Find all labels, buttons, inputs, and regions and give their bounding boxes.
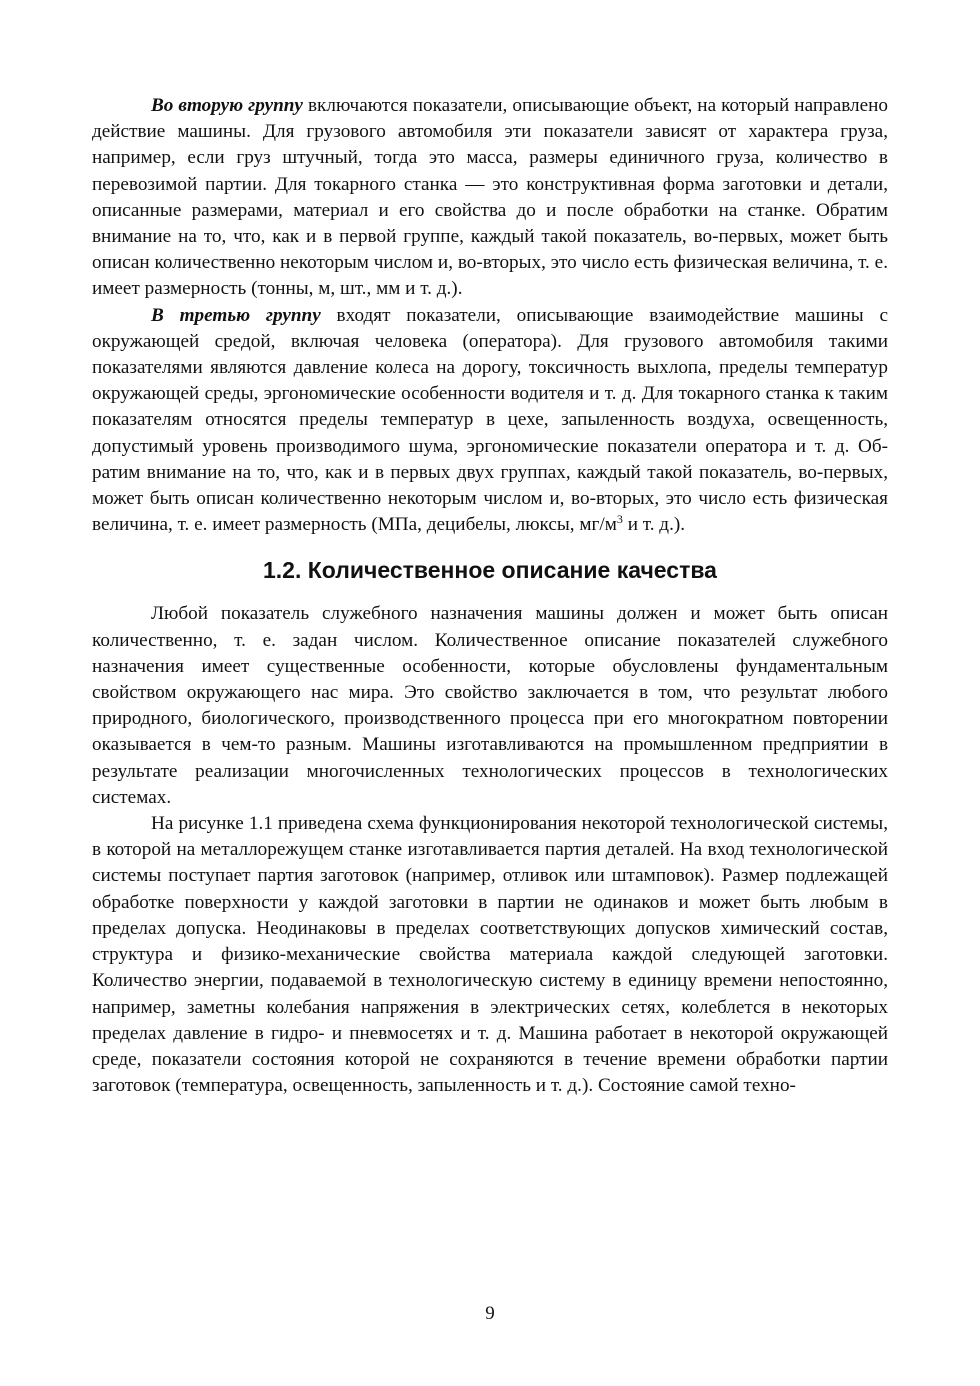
superscript: 3 xyxy=(616,512,623,527)
paragraph-figure-reference: На рисунке 1.1 приведена схема функционирования некоторой технологической системы, в которой на металлорежущем станке изготавливается партия деталей. На вход технологической системы поступает партия заготовок (например, отливок или штамповок). Размер подлежащей обработке поверхности у каждой заготовки в партии не одинаков и может быть любым в пределах допуска. Неодинаковы в пределах соответствующих допусков химический состав, структура и физико-механические свойства материала каждой следующей заготовки. Количество энергии, подаваемой в технологическую систему в единицу времени непостоянно, например, заметны колебания напряжения в электрических сетях, колеблется в некоторых пределах давление в гидро- и пневмосетях и т. д. Машина работает в некоторой окружающей среде, показатели состояния которой не сохраняются в течение времени обработки партии заготовок (температура, освещенность, запыленность и т. д.). Состояние самой техно- xyxy=(92,813,888,1097)
paragraph-quantitative-description: Любой показатель служебного назначения машины должен и может быть описан количественно, т. е. задан числом. Количественное описание показателей служебного назначения имеет существенные особенности, которые обусловлены фундаментальным свойством окружающего нас мира. Это свойство заключается в том, что результат любого природного, биологического, производственного процесса при его многократном повторении оказывается в чем-то разным. Машины изготавливаются на промышленном предприятии в результате реализации многочисленных технологических процессов в технологических системах. xyxy=(92,603,888,808)
paragraph-third-group xyxy=(92,303,888,539)
section-heading: 1.2. Количественное описание качества xyxy=(263,557,717,584)
paragraph-text: включаются показатели, описывающие объект, на который направлено действие машины. Для грузового автомобиля эти показатели зависят от характера груза, например, если груз штучный, тогда это масса, размеры единичного груза, количество в перевозимой партии. Для токарного станка — это конструктивная форма заготовки и детали, описанные размерами, материал и его свойства до и после обработки на станке. Обратим внимание на то, что, как и в первой группе, каждый такой показатель, во-первых, может быть описан количественно некоторым числом и, во-вторых, это число есть физическая величина, т. е. имеет размерность (тонны, м, шт., мм и т. д.). xyxy=(92,95,888,300)
paragraph-lead: Во вторую группу xyxy=(151,95,303,116)
page-number: 9 xyxy=(485,1303,495,1324)
page-body xyxy=(92,93,888,1099)
paragraph-second-group xyxy=(92,93,888,303)
paragraph-lead: В третью группу xyxy=(151,304,321,326)
paragraph-text: входят показатели, описывающие взаимодействие машины с окружающей средой, включая человека (оператора). Для грузового автомобиля такими показателями являются давление колеса на дорогу, токсичность выхлопа, пределы температур окружающей среды, эргономические особенности водителя и т. д. Для токарного станка к таким показателям относятся пределы температур в цехе, запыленность воздуха, освещенность, допустимый уровень производимого шума, эргономические показатели оператора и т. д. Обратим внимание на то, что, как и в первых двух группах, каждый такой показатель, во-первых, может быть описан количественно некоторым числом и, во-вторых, это число есть физическая величина, т. е. имеет размерность (МПа, децибелы, люксы, мг/м xyxy=(92,304,888,536)
paragraph-tail: и т. д.). xyxy=(622,514,686,536)
